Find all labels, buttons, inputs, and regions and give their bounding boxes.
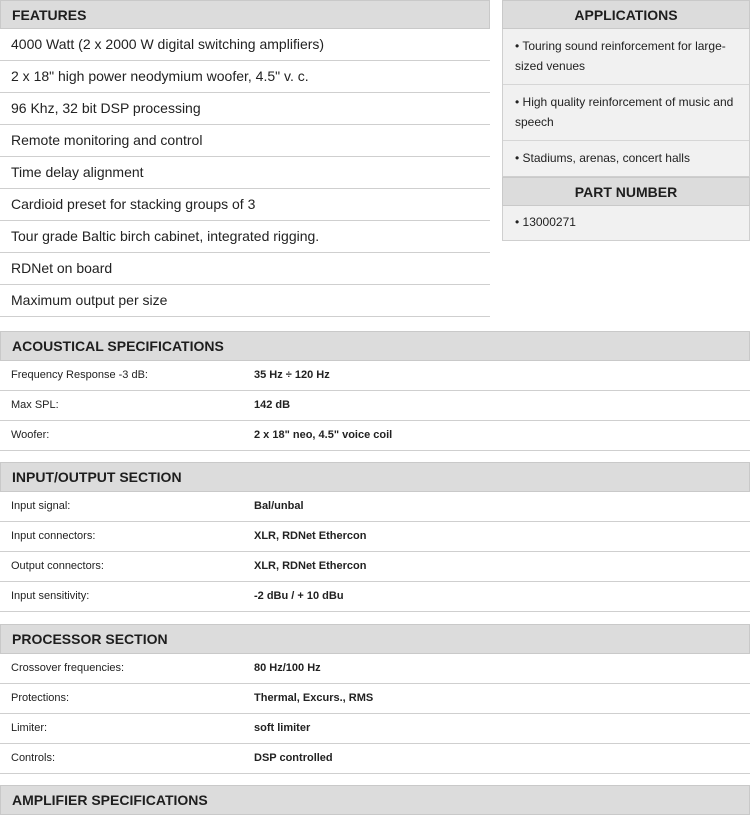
processor-header: PROCESSOR SECTION xyxy=(0,624,750,654)
spec-label: Controls: xyxy=(11,752,56,764)
input-output-header: INPUT/OUTPUT SECTION xyxy=(0,462,750,492)
spec-label: Woofer: xyxy=(11,429,50,441)
part-number-header: PART NUMBER xyxy=(502,177,750,206)
acoustical-specifications-section xyxy=(0,331,750,451)
application-item: • Touring sound reinforcement for large-sized venues xyxy=(503,29,749,85)
feature-item: Remote monitoring and control xyxy=(0,125,490,157)
spec-value: soft limiter xyxy=(254,722,311,734)
spec-value: -2 dBu / + 10 dBu xyxy=(254,590,344,602)
feature-item: Time delay alignment xyxy=(0,157,490,189)
spec-label: Limiter: xyxy=(11,722,48,734)
spec-label: Output connectors: xyxy=(11,560,104,572)
spec-value: 2 x 18" neo, 4.5" voice coil xyxy=(254,429,393,441)
application-item: • High quality reinforcement of music and speech xyxy=(503,85,749,141)
spec-row xyxy=(0,552,750,582)
spec-value: Bal/unbal xyxy=(254,500,304,512)
spec-value: XLR, RDNet Ethercon xyxy=(254,560,367,572)
features-header: FEATURES xyxy=(0,0,490,29)
spec-value: 35 Hz ÷ 120 Hz xyxy=(254,369,330,381)
part-number-value: • 13000271 xyxy=(502,206,750,241)
spec-row xyxy=(0,421,750,451)
spec-label: Crossover frequencies: xyxy=(11,662,125,674)
processor-section xyxy=(0,624,750,774)
applications-list xyxy=(502,29,750,177)
spec-row xyxy=(0,361,750,391)
spec-label: Max SPL: xyxy=(11,399,59,411)
feature-item: RDNet on board xyxy=(0,253,490,285)
spec-label: Frequency Response -3 dB: xyxy=(11,369,148,381)
spec-value: DSP controlled xyxy=(254,752,333,764)
feature-item: Cardioid preset for stacking groups of 3 xyxy=(0,189,490,221)
feature-item: Tour grade Baltic birch cabinet, integrated rigging. xyxy=(0,221,490,253)
amplifier-specifications-section xyxy=(0,785,750,815)
spec-label: Protections: xyxy=(11,692,70,704)
spec-row xyxy=(0,684,750,714)
spec-label: Input connectors: xyxy=(11,530,96,542)
feature-item: 4000 Watt (2 x 2000 W digital switching amplifiers) xyxy=(0,29,490,61)
spec-row xyxy=(0,714,750,744)
applications-section xyxy=(502,0,750,177)
spec-value: XLR, RDNet Ethercon xyxy=(254,530,367,542)
input-output-section xyxy=(0,462,750,612)
spec-row xyxy=(0,391,750,421)
applications-header: APPLICATIONS xyxy=(502,0,750,29)
part-number-section xyxy=(502,177,750,241)
application-item: • Stadiums, arenas, concert halls xyxy=(515,151,690,165)
spec-row xyxy=(0,582,750,612)
feature-item: 96 Khz, 32 bit DSP processing xyxy=(0,93,490,125)
spec-value: 80 Hz/100 Hz xyxy=(254,662,321,674)
spec-row xyxy=(0,744,750,774)
spec-label: Input sensitivity: xyxy=(11,590,90,602)
spec-value: Thermal, Excurs., RMS xyxy=(254,692,374,704)
spec-row xyxy=(0,654,750,684)
feature-item: 2 x 18" high power neodymium woofer, 4.5" v. c. xyxy=(0,61,490,93)
feature-item: Maximum output per size xyxy=(0,285,490,317)
acoustical-header: ACOUSTICAL SPECIFICATIONS xyxy=(0,331,750,361)
spec-row xyxy=(0,492,750,522)
spec-label: Input signal: xyxy=(11,500,71,512)
amplifier-header: AMPLIFIER SPECIFICATIONS xyxy=(0,785,750,815)
spec-row xyxy=(0,522,750,552)
spec-value: 142 dB xyxy=(254,399,291,411)
features-section xyxy=(0,0,490,317)
